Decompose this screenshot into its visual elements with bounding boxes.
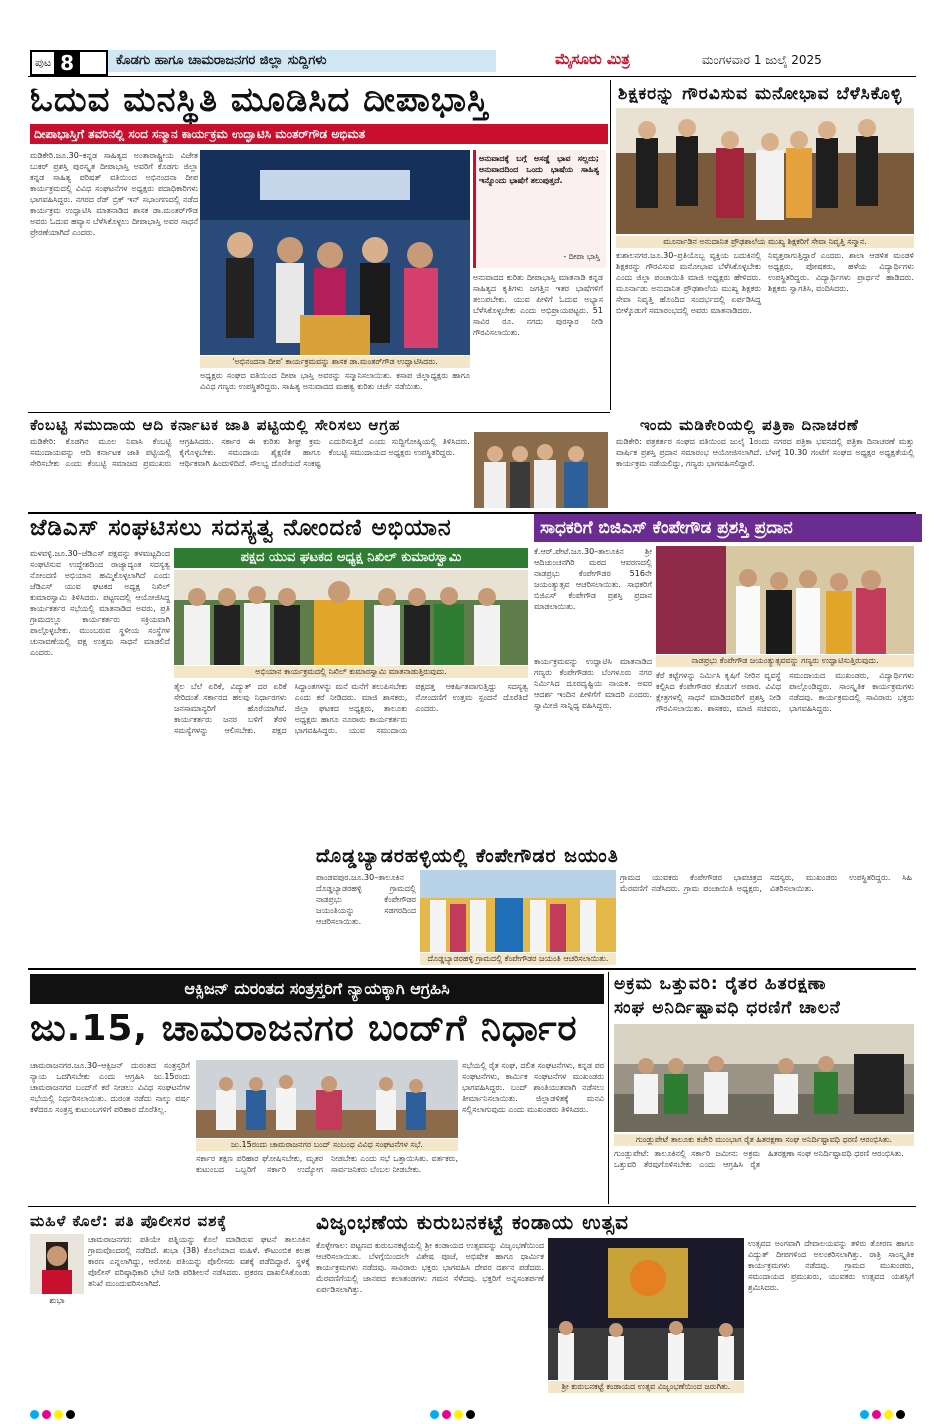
story4-headline: ಇಂದು ಮಡಿಕೇರಿಯಲ್ಲಿ ಪತ್ರಿಕಾ ದಿನಾಚರಣೆ — [640, 416, 859, 434]
section-title: ಕೊಡಗು ಹಾಗೂ ಚಾಮರಾಜನಗರ ಜಿಲ್ಲಾ ಸುದ್ದಿಗಳು — [108, 50, 496, 72]
column-rule — [610, 80, 611, 410]
story9-body: ಗುಂಡ್ಲುಪೇಟೆ: ತಾಲೂಕಿನಲ್ಲಿ ಸರ್ಕಾರಿ ಜಮೀನು ಅಕ್ರಮ ಒತ್ತುವರಿ ತೆರವುಗೊಳಿಸಬೇಕು ಎಂದು ಆಗ್ರಹಿಸಿ ರೈತ ಹಿತರಕ್ಷಣಾ ಸಂಘ ಅನಿರ್ದಿಷ್ಟಾವಧಿ ಧರಣಿ ಆರಂಭಿಸಿತು. — [614, 1149, 904, 1169]
row-rule-4 — [28, 1206, 916, 1207]
story10-body: ಚಾಮರಾಜನಗರ: ಪತಿಯೇ ಪತ್ನಿಯನ್ನು ಕೊಲೆ ಮಾಡಿರುವ ಘಟನೆ ತಾಲೂಕಿನ ಗ್ರಾಮವೊಂದರಲ್ಲಿ ನಡೆದಿದೆ. ಶುಭಾ (38) ಕೊಲೆಯಾದ ಮಹಿಳೆ. ಕೌಟುಂಬಿಕ ಕಲಹ ಕಾರಣ ಎನ್ನಲಾಗಿದ್ದು, ಆರೋಪಿ ಪತಿಯನ್ನು ಪೊಲೀಸರು ವಶಕ್ಕೆ ಪಡೆದಿದ್ದಾರೆ. ಸ್ಥಳಕ್ಕೆ ಪೊಲೀಸ್ ವರಿಷ್ಠಾಧಿಕಾರಿ ಭೇಟಿ ನೀಡಿ ಪರಿಶೀಲನೆ ನಡೆಸಿದರು. ಪ್ರಕರಣ ದಾಖಲಿಸಿಕೊಂಡು ತನಿಖೆ ಮುಂದುವರಿಸಲಾಗಿದೆ. — [88, 1235, 310, 1288]
story8-headline: ಜು.15, ಚಾಮರಾಜನಗರ ಬಂದ್‌ಗೆ ನಿರ್ಧಾರ — [30, 1008, 578, 1049]
story11-body: ಕೊಳ್ಳೇಗಾಲ: ಪಟ್ಟಣದ ಕುರುಬನಕಟ್ಟೆಯಲ್ಲಿ ಶ್ರೀ ಕಂಡಾಯದ ಉತ್ಸವವನ್ನು ವಿಜೃಂಭಣೆಯಿಂದ ಆಚರಿಸಲಾಯಿತು. ಬೆಳಗ್ಗೆಯಿಂದಲೇ ವಿಶೇಷ ಪೂಜೆ, ಅಭಿಷೇಕ ಹಾಗೂ ಧಾರ್ಮಿಕ ಕಾರ್ಯಕ್ರಮಗಳು ನಡೆದವು. ಸಾವಿರಾರು ಭಕ್ತರು ಭಾಗವಹಿಸಿ ದೇವರ ದರ್ಶನ ಪಡೆದರು. ಮೆರವಣಿಗೆಯಲ್ಲಿ ಜಾನಪದ ಕಲಾತಂಡಗಳು ಗಮನ ಸೆಳೆದವು. ಭಕ್ತರಿಗೆ ಅನ್ನಸಂತರ್ಪಣೆ ಏರ್ಪಡಿಸಲಾಗಿತ್ತು. — [316, 1241, 544, 1294]
story9-headline-line1: ಅಕ್ರಮ ಒತ್ತುವರಿ: ರೈತರ ಹಿತರಕ್ಷಣಾ — [614, 974, 827, 994]
story2-body-2: ನಿವೃತ್ತರಾಗುತ್ತಿದ್ದಾರೆ ಎಂದರು. ಶಾಲಾ ಆಡಳಿತ ಮಂಡಳಿ ಅಧ್ಯಕ್ಷರು, ಪೋಷಕರು, ಹಳೆಯ ವಿದ್ಯಾರ್ಥಿಗಳು ಉಪಸ್ಥಿತರಿದ್ದರು. ವಿದ್ಯಾರ್ಥಿಗಳು ಪ್ರಾರ್ಥನೆ ಹಾಡಿದರು. ಶಿಕ್ಷಕರು ಸ್ವಾಗತಿಸಿ, ವಂದಿಸಿದರು. — [768, 251, 914, 293]
story9-headline-line2: ಸಂಘ ಅನಿರ್ದಿಷ್ಟಾವಧಿ ಧರಣಿಗೆ ಚಾಲನೆ — [614, 998, 841, 1018]
row-rule — [28, 412, 610, 413]
page-number-badge — [30, 50, 108, 76]
story6-body: ಕೆ.ಆರ್.ಪೇಟೆ.ಜೂ.30–ತಾಲೂಕಿನ ಶ್ರೀ ಆದಿಚುಂಚನಗಿರಿ ಮಠದ ಆವರಣದಲ್ಲಿ ನಾಡಪ್ರಭು ಕೆಂಪೇಗೌಡರ 516ನೇ ಜಯಂತ್ಯುತ್ಸವ ಆಚರಿಸಲಾಯಿತು. ಸಾಧಕರಿಗೆ ಬಿಜಿಎಸ್ ಕೆಂಪೇಗೌಡ ಪ್ರಶಸ್ತಿ ಪ್ರದಾನ ಮಾಡಲಾಯಿತು. — [534, 547, 652, 611]
story9-caption: ಗುಂಡ್ಲುಪೇಟೆ ತಾಲೂಕು ಕಚೇರಿ ಮುಂಭಾಗ ರೈತ ಹಿತರಕ್ಷಣಾ ಸಂಘ ಅನಿರ್ದಿಷ್ಟಾವಧಿ ಧರಣಿ ಆರಂಭಿಸಿತು. — [614, 1134, 914, 1146]
color-registration-right — [860, 1404, 908, 1423]
color-registration-center — [430, 1404, 478, 1423]
column-rule-2 — [608, 972, 609, 1204]
story6-photo — [656, 546, 914, 654]
story2-caption: ಮೂರ್ನಾಡಿನ ಅನುದಾನಿತ ಪ್ರೌಢಶಾಲೆಯ ಮುಖ್ಯ ಶಿಕ್ಷಕರಿಗೆ ಸೇವಾ ನಿವೃತ್ತಿ ಸನ್ಮಾನ. — [616, 236, 914, 248]
page-number: 8 — [54, 52, 80, 74]
story6-body-3: ಕೆರೆ ಕಟ್ಟೆಗಳನ್ನು ನಿರ್ಮಿಸಿ ಕೃಷಿಗೆ ನೀರಿನ ವ್ಯವಸ್ಥೆ ಕಲ್ಪಿಸಿದ ಕೆಂಪೇಗೌಡರ ಕೊಡುಗೆ ಅಪಾರ. ವಿವಿಧ ಕ್ಷೇತ್ರಗಳಲ್ಲಿ ಸಾಧನೆ ಮಾಡಿದವರಿಗೆ ಪ್ರಶಸ್ತಿ ನೀಡಿ ಗೌರವಿಸಲಾಯಿತು. ಶಾಸಕರು, ಮಾಜಿ ಸಚಿವರು, ಸಮುದಾಯದ ಮುಖಂಡರು, ವಿದ್ಯಾರ್ಥಿಗಳು ಪಾಲ್ಗೊಂಡಿದ್ದರು. ಸಾಂಸ್ಕೃತಿಕ ಕಾರ್ಯಕ್ರಮಗಳು ನಡೆದವು. ಕಾರ್ಯಕ್ರಮದಲ್ಲಿ ಸಾವಿರಾರು ಭಕ್ತರು ಭಾಗವಹಿಸಿದ್ದರು. — [656, 671, 914, 713]
story6-headline: ಸಾಧಕರಿಗೆ ಬಿಜಿಎಸ್ ಕೆಂಪೇಗೌಡ ಪ್ರಶಸ್ತಿ ಪ್ರದಾನ — [534, 514, 922, 542]
story10-photo — [30, 1234, 84, 1294]
story1-photo — [200, 150, 470, 355]
story1-quote-author: - ದೀಪಾ ಭಾಸ್ತಿ — [563, 252, 600, 261]
story8-kicker: ಆಕ್ಸಿಜನ್ ದುರಂತದ ಸಂತ್ರಸ್ತರಿಗೆ ನ್ಯಾಯಕ್ಕಾಗಿ ಆಗ್ರಹಿಸಿ — [30, 974, 604, 1004]
story6-caption: ನಾಡಪ್ರಭು ಕೆಂಪೇಗೌಡ ಜಯಂತ್ಯುತ್ಸವವನ್ನು ಗಣ್ಯರು ಉದ್ಘಾಟಿಸುತ್ತಿರುವುದು. — [656, 655, 914, 667]
story7-caption: ದೊಡ್ಡಬ್ಯಾಡರಹಳ್ಳಿ ಗ್ರಾಮದಲ್ಲಿ ಕೆಂಪೇಗೌಡರ ಜಯಂತಿ ಆಚರಿಸಲಾಯಿತು. — [420, 953, 616, 965]
story8-photo — [196, 1060, 458, 1138]
story11-headline: ವಿಜೃಂಭಣೆಯ ಕುರುಬನಕಟ್ಟೆ ಕಂಡಾಯ ಉತ್ಸವ — [316, 1210, 629, 1234]
page-word: ಪುಟ — [35, 56, 52, 69]
story3-body: ಮಡಿಕೇರಿ: ಕೊಡಗಿನ ಮೂಲ ನಿವಾಸಿ ಕೆಂಬಟ್ಟಿ ಸಮುದಾಯವನ್ನು ಆದಿ ಕರ್ನಾಟಕ ಜಾತಿ ಪಟ್ಟಿಯಲ್ಲಿ ಸೇರಿಸಬೇಕು ಎಂದು ಕೆಂಬಟ್ಟಿ ಸಮಾಜದ ಪ್ರಮುಖರು ಆಗ್ರಹಿಸಿದರು. ಸರ್ಕಾರ ಈ ಕುರಿತು ಶೀಘ್ರ ಕ್ರಮ ಕೈಗೊಳ್ಳಬೇಕು. ಸಮುದಾಯ ಶೈಕ್ಷಣಿಕ ಹಾಗೂ ಆರ್ಥಿಕವಾಗಿ ಹಿಂದುಳಿದಿದೆ. ಸೌಲಭ್ಯ ದೊರೆಯದೆ ಸಂಕಷ್ಟ ಎದುರಿಸುತ್ತಿದೆ ಎಂದು ಸುದ್ದಿಗೋಷ್ಠಿಯಲ್ಲಿ ತಿಳಿಸಿದರು. ಕೆಂಬಟ್ಟಿ ಸಮುದಾಯದ ಅಧ್ಯಕ್ಷರು ಉಪಸ್ಥಿತರಿದ್ದರು. — [30, 437, 470, 468]
story5-body: ಮಳವಳ್ಳಿ.ಜೂ.30–ಜೆಡಿಎಸ್ ಪಕ್ಷವನ್ನು ತಳಮಟ್ಟದಿಂದ ಸಂಘಟಿಸುವ ಉದ್ದೇಶದಿಂದ ರಾಜ್ಯಾದ್ಯಂತ ಸದಸ್ಯತ್ವ ನೋಂದಣಿ ಅಭಿಯಾನ ಹಮ್ಮಿಕೊಳ್ಳಲಾಗಿದೆ ಎಂದು ಜೆಡಿಎಸ್ ಯುವ ಘಟಕದ ಅಧ್ಯಕ್ಷ ನಿಖಿಲ್ ಕುಮಾರಸ್ವಾಮಿ ತಿಳಿಸಿದರು. ಪಟ್ಟಣದಲ್ಲಿ ಆಯೋಜಿಸಿದ್ದ ಕಾರ್ಯಕರ್ತರ ಸಭೆಯಲ್ಲಿ ಮಾತನಾಡಿದ ಅವರು, ಪ್ರತಿ ಗ್ರಾಮದಲ್ಲೂ ಕಾರ್ಯಕರ್ತರು ಸಕ್ರಿಯವಾಗಿ ಪಾಲ್ಗೊಳ್ಳಬೇಕು. ಮುಂಬರುವ ಸ್ಥಳೀಯ ಸಂಸ್ಥೆಗಳ ಚುನಾವಣೆಯಲ್ಲಿ ಪಕ್ಷ ಉತ್ತಮ ಸಾಧನೆ ಮಾಡಲಿದೆ ಎಂದರು. — [30, 549, 170, 657]
story8-caption: ಜು.15ರಂದು ಚಾಮರಾಜನಗರ ಬಂದ್ ಸಂಬಂಧ ವಿವಿಧ ಸಂಘಟನೆಗಳ ಸಭೆ. — [196, 1139, 458, 1151]
story7-body-2: ಗ್ರಾಮದ ಯುವಕರು ಕೆಂಪೇಗೌಡರ ಭಾವಚಿತ್ರದ ಮೆರವಣಿಗೆ ನಡೆಸಿದರು. ಗ್ರಾಮ ಪಂಚಾಯಿತಿ ಅಧ್ಯಕ್ಷರು, ಸದಸ್ಯರು, ಮುಖಂಡರು ಉಪಸ್ಥಿತರಿದ್ದರು. ಸಿಹಿ ವಿತರಿಸಲಾಯಿತು. — [620, 873, 912, 893]
story1-body-3: ಅನುವಾದದ ಕುರಿತು ದೀಪಾಭಾಸ್ತಿ ಮಾತನಾಡಿ ಕನ್ನಡ ಸಾಹಿತ್ಯದ ಕೃತಿಗಳು ಜಗತ್ತಿನ ಇತರ ಭಾಷೆಗಳಿಗೆ ತಲುಪಬೇಕು. ಯುವ ಪೀಳಿಗೆ ಓದುವ ಅಭ್ಯಾಸ ಬೆಳೆಸಿಕೊಳ್ಳಬೇಕು ಎಂದು ಅಭಿಪ್ರಾಯಪಟ್ಟರು. 51 ಸಾವಿರ ರೂ. ನಗದು ಪುರಸ್ಕಾರ ನೀಡಿ ಗೌರವಿಸಲಾಯಿತು. — [473, 273, 603, 337]
story8-body: ಚಾಮರಾಜನಗರ.ಜೂ.30–ಆಕ್ಸಿಜನ್ ದುರಂತದ ಸಂತ್ರಸ್ತರಿಗೆ ನ್ಯಾಯ ಒದಗಿಸಬೇಕು ಎಂದು ಆಗ್ರಹಿಸಿ ಜು.15ರಂದು ಚಾಮರಾಜನಗರ ಬಂದ್‌ಗೆ ಕರೆ ನೀಡಲು ವಿವಿಧ ಸಂಘಟನೆಗಳ ಸಭೆಯಲ್ಲಿ ನಿರ್ಧರಿಸಲಾಯಿತು. ದುರಂತ ನಡೆದು ನಾಲ್ಕು ವರ್ಷ ಕಳೆದರೂ ಸಂತ್ರಸ್ತ ಕುಟುಂಬಗಳಿಗೆ ಪರಿಹಾರ ದೊರೆತಿಲ್ಲ. — [30, 1061, 190, 1114]
story5-strip: ಪಕ್ಷದ ಯುವ ಘಟಕದ ಅಧ್ಯಕ್ಷ ನಿಖಿಲ್ ಕುಮಾರಸ್ವಾಮಿ — [174, 548, 528, 568]
story1-quote: ಅನುವಾದಕ್ಕೆ ಬಗ್ಗೆ ಅಸಡ್ಡೆ ಭಾವ ಸಲ್ಲದು; ಅನುವಾದದಿಂದ ಒಂದು ಭಾಷೆಯ ಸಾಹಿತ್ಯ ಇನ್ನೊಂದು ಭಾಷೆಗೆ ತಲುಪುತ್ತದೆ. — [479, 154, 599, 185]
story5-photo — [174, 570, 528, 665]
story7-photo — [420, 870, 616, 952]
story3-headline: ಕೆಂಬಟ್ಟಿ ಸಮುದಾಯ ಆದಿ ಕರ್ನಾಟಕ ಜಾತಿ ಪಟ್ಟಿಯಲ್ಲಿ ಸೇರಿಸಲು ಆಗ್ರಹ — [30, 416, 401, 434]
story2-photo — [616, 108, 914, 234]
story3-photo — [474, 432, 608, 508]
story10-headline: ಮಹಿಳೆ ಕೊಲೆ: ಪತಿ ಪೊಲೀಸರ ವಶಕ್ಕೆ — [30, 1212, 228, 1230]
story11-caption: ಶ್ರೀ ಕುರುಬನಕಟ್ಟೆ ಕಂಡಾಯದ ಉತ್ಸವ ವಿಜೃಂಭಣೆಯಿಂದ ಜರುಗಿತು. — [548, 1381, 744, 1393]
story5-caption: ಅಭಿಯಾನ ಕಾರ್ಯಕ್ರಮದಲ್ಲಿ ನಿಖಿಲ್ ಕುಮಾರಸ್ವಾಮಿ ಮಾತನಾಡುತ್ತಿರುವುದು. — [174, 666, 528, 678]
story9-photo — [614, 1024, 914, 1132]
header-rule — [28, 76, 916, 77]
story1-subhead: ದೀಪಾಭಾಸ್ತಿಗೆ ತವರಿನಲ್ಲಿ ಸಂದ ಸನ್ಮಾನ ಕಾರ್ಯಕ್ರಮ ಉದ್ಘಾಟಿಸಿ ಮಂತರ್‌ಗೌಡ ಅಭಿಮತ — [30, 124, 608, 144]
story5-body-2: ತೈಲ ಬೆಲೆ ಏರಿಕೆ, ವಿದ್ಯುತ್ ದರ ಏರಿಕೆ ಸೇರಿದಂತೆ ಸರ್ಕಾರದ ಹಲವು ನಿರ್ಧಾರಗಳು ಜನಸಾಮಾನ್ಯರಿಗೆ ಹೊರೆಯಾಗಿವೆ. ಕಾರ್ಯಕರ್ತರು ಜನರ ಬಳಿಗೆ ತೆರಳಿ ಸಮಸ್ಯೆಗಳನ್ನು ಆಲಿಸಬೇಕು. ಪಕ್ಷದ ಸಿದ್ಧಾಂತಗಳನ್ನು ಮನೆ ಮನೆಗೆ ತಲುಪಿಸಬೇಕು ಎಂದು ಕರೆ ನೀಡಿದರು. ಮಾಜಿ ಶಾಸಕರು, ಜಿಲ್ಲಾ ಘಟಕದ ಅಧ್ಯಕ್ಷರು, ತಾಲೂಕು ಅಧ್ಯಕ್ಷರು ಹಾಗೂ ನೂರಾರು ಕಾರ್ಯಕರ್ತರು ಭಾಗವಹಿಸಿದ್ದರು. ಯುವ ಸಮುದಾಯ ಪಕ್ಷದತ್ತ ಆಕರ್ಷಿತವಾಗುತ್ತಿದ್ದು ಸದಸ್ಯತ್ವ ನೋಂದಣಿಗೆ ಉತ್ತಮ ಸ್ಪಂದನೆ ದೊರೆತಿದೆ ಎಂದರು. — [174, 682, 528, 735]
story5-headline: ಜೆಡಿಎಸ್ ಸಂಘಟಿಸಲು ಸದಸ್ಯತ್ವ ನೋಂದಣಿ ಅಭಿಯಾನ — [30, 515, 452, 541]
story4-body: ಮಡಿಕೇರಿ: ಪತ್ರಕರ್ತರ ಸಂಘದ ವತಿಯಿಂದ ಜುಲೈ 1ರಂದು ನಗರದ ಪತ್ರಿಕಾ ಭವನದಲ್ಲಿ ಪತ್ರಿಕಾ ದಿನಾಚರಣೆ ಮತ್ತು ವಾರ್ಷಿಕ ಪ್ರಶಸ್ತಿ ಪ್ರದಾನ ಸಮಾರಂಭ ಆಯೋಜಿಸಲಾಗಿದೆ. ಬೆಳಗ್ಗೆ 10.30 ಗಂಟೆಗೆ ಸಂಘದ ಅಧ್ಯಕ್ಷರ ಅಧ್ಯಕ್ಷತೆಯಲ್ಲಿ ಕಾರ್ಯಕ್ರಮ ನಡೆಯಲಿದ್ದು, ಗಣ್ಯರು ಭಾಗವಹಿಸಲಿದ್ದಾರೆ. — [616, 437, 914, 468]
color-registration-left — [30, 1404, 78, 1423]
story1-body: ಮಡಿಕೇರಿ.ಜೂ.30–ಕನ್ನಡ ಸಾಹಿತ್ಯದ ಅಂತಾರಾಷ್ಟ್ರೀಯ ವಿಜೇತ ಬುಕರ್ ಪ್ರಶಸ್ತಿ ಪುರಸ್ಕೃತ ದೀಪಾಭಾಸ್ತಿ ಅವರಿಗೆ ಕೊಡಗು ಜಿಲ್ಲಾ ಕನ್ನಡ ಸಾಹಿತ್ಯ ಪರಿಷತ್ ವತಿಯಿಂದ ಅಭಿನಂದನಾ ದೀಪ ಕಾರ್ಯಕ್ರಮದಲ್ಲಿ ವಿವಿಧ ಸಂಘಟನೆಗಳ ಅಧ್ಯಕ್ಷರು ಪದಾಧಿಕಾರಿಗಳು ಭಾಗವಹಿಸಿದ್ದರು. ನಗರದ ರೆಡ್ ಬ್ರಿಕ್ ಇನ್ ಸಭಾಂಗಣದಲ್ಲಿ ನಡೆದ ಕಾರ್ಯಕ್ರಮ ಉದ್ಘಾಟಿಸಿ ಮಾತನಾಡಿದ ಶಾಸಕ ಡಾ.ಮಂತರ್‌ಗೌಡ ಅವರು ಓದುವ ಹವ್ಯಾಸ ಬೆಳೆಸಿಕೊಳ್ಳಲು ದೀಪಾಭಾಸ್ತಿ ಅವರ ಸಾಧನೆ ಪ್ರೇರಣೆಯಾಗಿದೆ ಎಂದರು. — [30, 151, 198, 237]
masthead-logo: ಮೈಸೂರು ಮಿತ್ರ — [555, 50, 630, 68]
story11-body-2: ಉತ್ಸವದ ಅಂಗವಾಗಿ ದೇವಾಲಯವನ್ನು ತಳಿರು ತೋರಣ ಹಾಗೂ ವಿದ್ಯುತ್ ದೀಪಗಳಿಂದ ಅಲಂಕರಿಸಲಾಗಿತ್ತು. ರಾತ್ರಿ ಸಾಂಸ್ಕೃತಿಕ ಕಾರ್ಯಕ್ರಮಗಳು ನಡೆದವು. ಗ್ರಾಮದ ಮುಖಂಡರು, ಸಮುದಾಯದ ಪ್ರಮುಖರು, ಯುವಕರು ಉತ್ಸವದ ಯಶಸ್ಸಿಗೆ ಶ್ರಮಿಸಿದರು. — [748, 1239, 914, 1292]
story1-quote-box — [473, 150, 606, 268]
story7-headline: ದೊಡ್ಡಬ್ಯಾಡರಹಳ್ಳಿಯಲ್ಲಿ ಕೆಂಪೇಗೌಡರ ಜಯಂತಿ — [316, 845, 619, 867]
row-rule-3 — [28, 968, 916, 970]
story1-headline: ಓದುವ ಮನಸ್ಥಿತಿ ಮೂಡಿಸಿದ ದೀಪಾಭಾಸ್ತಿ — [30, 80, 489, 120]
story2-headline: ಶಿಕ್ಷಕರನ್ನು ಗೌರವಿಸುವ ಮನೋಭಾವ ಬೆಳೆಸಿಕೊಳ್ಳಿ — [618, 84, 903, 104]
story6-body-2: ಕಾರ್ಯಕ್ರಮವನ್ನು ಉದ್ಘಾಟಿಸಿ ಮಾತನಾಡಿದ ಗಣ್ಯರು ಕೆಂಪೇಗೌಡರು ಬೆಂಗಳೂರು ನಗರ ನಿರ್ಮಿಸಿದ ದೂರದೃಷ್ಟಿಯ ನಾಯಕ. ಅವರ ಆದರ್ಶ ಇಂದಿನ ಪೀಳಿಗೆಗೆ ಮಾದರಿ ಎಂದರು. ಸ್ವಾಮೀಜಿ ಸಾನ್ನಿಧ್ಯ ವಹಿಸಿದ್ದರು. — [534, 657, 652, 710]
story8-body-2: ಸರ್ಕಾರ ತಕ್ಷಣ ಪರಿಹಾರ ಘೋಷಿಸಬೇಕು, ಮೃತರ ಕುಟುಂಬದ ಒಬ್ಬರಿಗೆ ಸರ್ಕಾರಿ ಉದ್ಯೋಗ ನೀಡಬೇಕು ಎಂದು ಸಭೆ ಒತ್ತಾಯಿಸಿತು. ವರ್ತಕರು, ಸಾರ್ವಜನಿಕರು ಬೆಂಬಲ ನೀಡಬೇಕು. — [196, 1154, 458, 1174]
story10-photo-label: ಶುಭಾ — [49, 1296, 65, 1305]
story11-photo — [548, 1238, 744, 1380]
story2-body: ಕುಶಾಲನಗರ.ಜೂ.30–ಪ್ರತಿಯೊಬ್ಬ ವ್ಯಕ್ತಿಯ ಬದುಕಿನಲ್ಲಿ ಶಿಕ್ಷಕರನ್ನು ಗೌರವಿಸುವ ಮನೋಭಾವ ಬೆಳೆಸಿಕೊಳ್ಳಬೇಕು ಎಂದು ಜಿಲ್ಲಾ ಪಂಚಾಯಿತಿ ಮಾಜಿ ಅಧ್ಯಕ್ಷರು ಹೇಳಿದರು. ಮೂರ್ನಾಡು ಅನುದಾನಿತ ಪ್ರೌಢಶಾಲೆಯ ಮುಖ್ಯ ಶಿಕ್ಷಕರು ಸೇವಾ ನಿವೃತ್ತಿ ಹೊಂದಿದ ಸಂದರ್ಭದಲ್ಲಿ ಏರ್ಪಡಿಸಿದ್ದ ಬೀಳ್ಕೊಡುಗೆ ಸಮಾರಂಭದಲ್ಲಿ ಅವರು ಮಾತನಾಡಿದರು. — [616, 251, 761, 315]
story7-body: ಪಾಂಡವಪುರ.ಜೂ.30–ತಾಲೂಕಿನ ದೊಡ್ಡಬ್ಯಾಡರಹಳ್ಳಿ ಗ್ರಾಮದಲ್ಲಿ ನಾಡಪ್ರಭು ಕೆಂಪೇಗೌಡರ ಜಯಂತಿಯನ್ನು ಸಡಗರದಿಂದ ಆಚರಿಸಲಾಯಿತು. — [316, 873, 416, 926]
story8-body-3: ಸಭೆಯಲ್ಲಿ ರೈತ ಸಂಘ, ದಲಿತ ಸಂಘಟನೆಗಳು, ಕನ್ನಡ ಪರ ಸಂಘಟನೆಗಳು, ಕಾರ್ಮಿಕ ಸಂಘಟನೆಗಳ ಮುಖಂಡರು ಭಾಗವಹಿಸಿದ್ದರು. ಬಂದ್ ಶಾಂತಿಯುತವಾಗಿ ನಡೆಸಲು ತೀರ್ಮಾನಿಸಲಾಯಿತು. ಜಿಲ್ಲಾಡಳಿತಕ್ಕೆ ಮನವಿ ಸಲ್ಲಿಸಲಾಗುವುದು ಎಂದು ಮುಖಂಡರು ತಿಳಿಸಿದರು. — [462, 1061, 604, 1114]
story1-caption: 'ಅಭಿನಂದನಾ ದೀಪ' ಕಾರ್ಯಕ್ರಮವನ್ನು ಶಾಸಕ ಡಾ.ಮಂತರ್‌ಗೌಡ ಉದ್ಘಾಟಿಸಿದರು. — [200, 356, 470, 368]
story1-body-2: ಅಧ್ಯಕ್ಷರು ಸಂಘದ ವತಿಯಿಂದ ದೀಪಾ ಭಾಸ್ತಿ ಅವರನ್ನು ಸನ್ಮಾನಿಸಲಾಯಿತು. ಕಸಾಪ ಜಿಲ್ಲಾಧ್ಯಕ್ಷರು ಹಾಗೂ ವಿವಿಧ ಗಣ್ಯರು ಉಪಸ್ಥಿತರಿದ್ದರು. ಸಾಹಿತ್ಯ ಅನುವಾದದ ಮಹತ್ವ ಕುರಿತು ಚರ್ಚೆ ನಡೆಯಿತು. — [200, 371, 470, 391]
issue-date: ಮಂಗಳವಾರ 1 ಜುಲೈ 2025 — [702, 53, 822, 67]
